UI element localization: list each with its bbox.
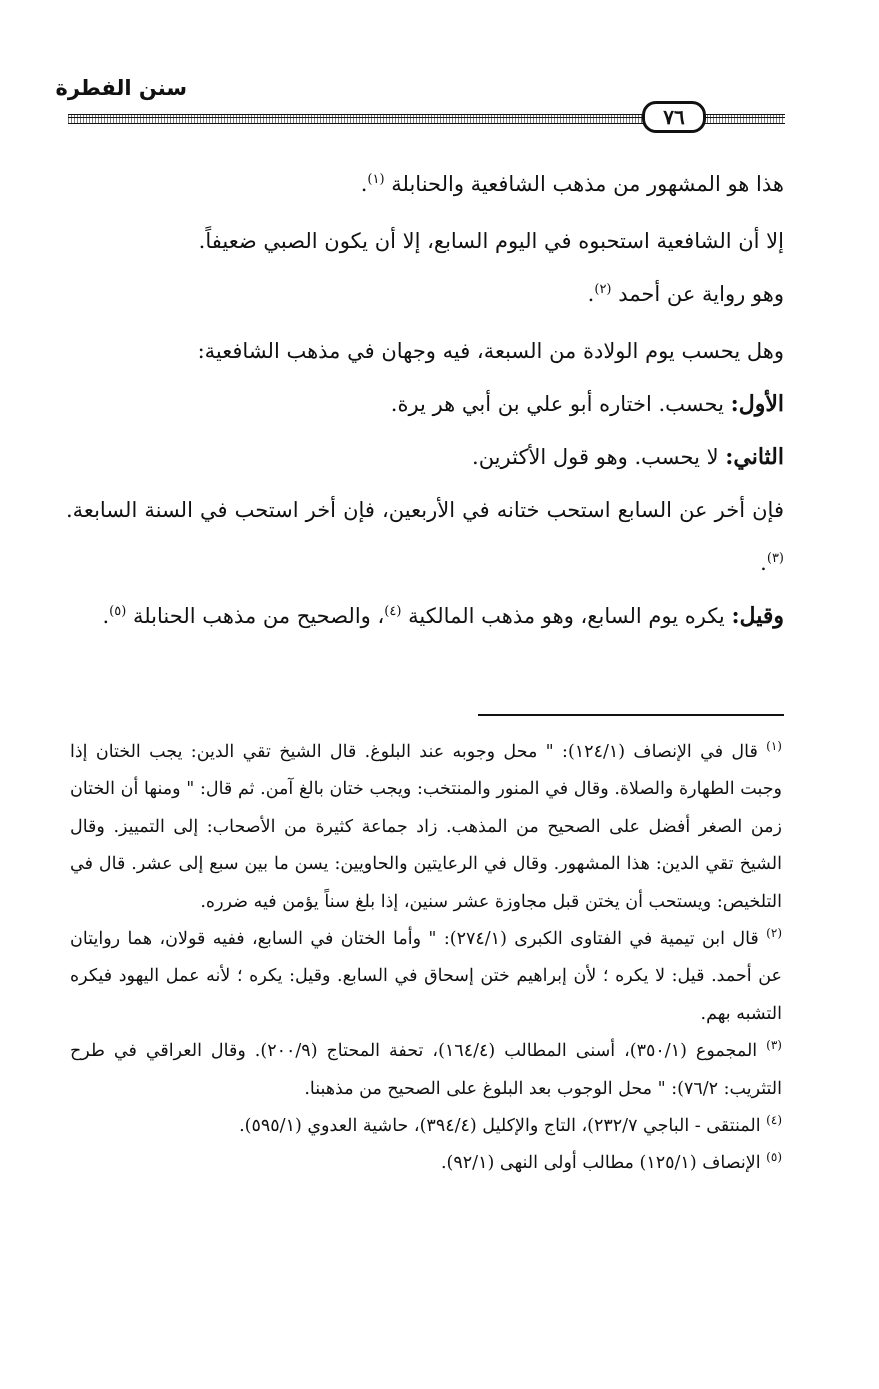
footnote-ref: (٤) (384, 604, 402, 619)
paragraph (66, 378, 784, 431)
footnote-text: المنتقى - الباجي ٢٣٢/٧)، التاج والإكليل (٣٩٤/٤)، حاشية العدوي (٥٩٥/١). (239, 1116, 761, 1137)
footnote (70, 921, 784, 1033)
punctuation: . (760, 551, 767, 575)
footnote-text: الإنصاف (١٢٥/١) مطالب أولى النهى (٩٢/١). (440, 1153, 761, 1174)
said-label: وقيل: (731, 603, 784, 629)
book-title: سنن الفطرة (55, 76, 187, 100)
punctuation: . (587, 282, 595, 306)
footnote-ref: (٢) (594, 282, 612, 297)
paragraph-text: فإن أخر عن السابع استحب ختانه في الأربعين، فإن أخر استحب في السنة السابعة. (66, 498, 784, 522)
paragraph (66, 484, 784, 590)
paragraph (66, 590, 784, 643)
footnote (70, 1145, 784, 1182)
paragraph (66, 158, 784, 211)
page-number: ٧٦ (642, 101, 706, 133)
paragraph-text: ، والصحيح من مذهب الحنابلة (132, 604, 385, 628)
footnote-text: قال في الإنصاف (١٢٤/١): " محل وجوبه عند البلوغ. قال الشيخ تقي الدين: يجب الختان إذا وجبت الطهارة والصلاة. وقال في المنور والمنتخب: ويجب ختان بالغ آمن. ثم قال: " ومنها أن الختان زمن الصغر أفضل على الصحيح من المذهب. زاد جماعة كثيرة من الأصحاب: إلى التمييز. وقال الشيخ تقي الدين: هذا المشهور. وقال في الرعايتين والحاويين: يسن ما بين سبع إلى عشر. قال في التلخيص: ويستحب أن يختن قبل مجاوزة عشر سنين، إذا بلغ سناً يؤمن فيه ضرره. (70, 742, 782, 912)
paragraph: وهل يحسب يوم الولادة من السبعة، فيه وجهان في مذهب الشافعية: (197, 339, 784, 363)
footnote-ref: (٣) (766, 551, 784, 566)
footnote (70, 1033, 784, 1108)
paragraph-text: لا يحسب. وهو قول الأكثرين. (472, 445, 726, 469)
footnote-text: قال ابن تيمية في الفتاوى الكبرى (٢٧٤/١): " وأما الختان في السابع، ففيه قولان، هما روايتان عن أحمد. قيل: لا يكره ؛ لأن إبراهيم ختن إسحاق في السابع. وقيل: يكره ؛ لأنه عمل اليهود فيكره التشبه بهم. (70, 929, 782, 1024)
footnote-ref: (٥) (109, 604, 127, 619)
footnote-number: (٥) (766, 1150, 782, 1165)
paragraph-text: هذا هو المشهور من مذهب الشافعية والحنابلة (391, 172, 784, 196)
second-label: الثاني: (725, 444, 784, 470)
footnote-ref: (١) (367, 172, 385, 187)
punctuation: . (102, 604, 110, 628)
footnotes (70, 734, 784, 1183)
footnote (70, 1108, 784, 1145)
punctuation: . (360, 172, 368, 196)
footnote-number: (١) (766, 739, 782, 754)
paragraph (66, 431, 784, 484)
footnote (70, 734, 784, 921)
paragraph (66, 268, 784, 321)
paragraph-text: يحسب. اختاره أبو علي بن أبي هر يرة. (390, 392, 731, 416)
paragraph: إلا أن الشافعية استحبوه في اليوم السابع، إلا أن يكون الصبي ضعيفاً. (198, 229, 784, 253)
paragraph-text: يكره يوم السابع، وهو مذهب المالكية (408, 604, 732, 628)
paragraph-text: وهو رواية عن أحمد (618, 282, 784, 306)
footnote-text: المجموع (٣٥٠/١)، أسنى المطالب (١٦٤/٤)، تحفة المحتاج (٢٠٠/٩). وقال العراقي في طرح التثريب: ٧٦/٢): " محل الوجوب بعد البلوغ على الصحيح من مذهبنا. (70, 1041, 782, 1099)
footnote-number: (٢) (766, 926, 782, 941)
footnote-number: (٣) (766, 1038, 782, 1053)
footnote-separator (478, 714, 784, 716)
main-text (66, 158, 784, 643)
first-label: الأول: (730, 391, 784, 417)
footnote-number: (٤) (766, 1113, 782, 1128)
